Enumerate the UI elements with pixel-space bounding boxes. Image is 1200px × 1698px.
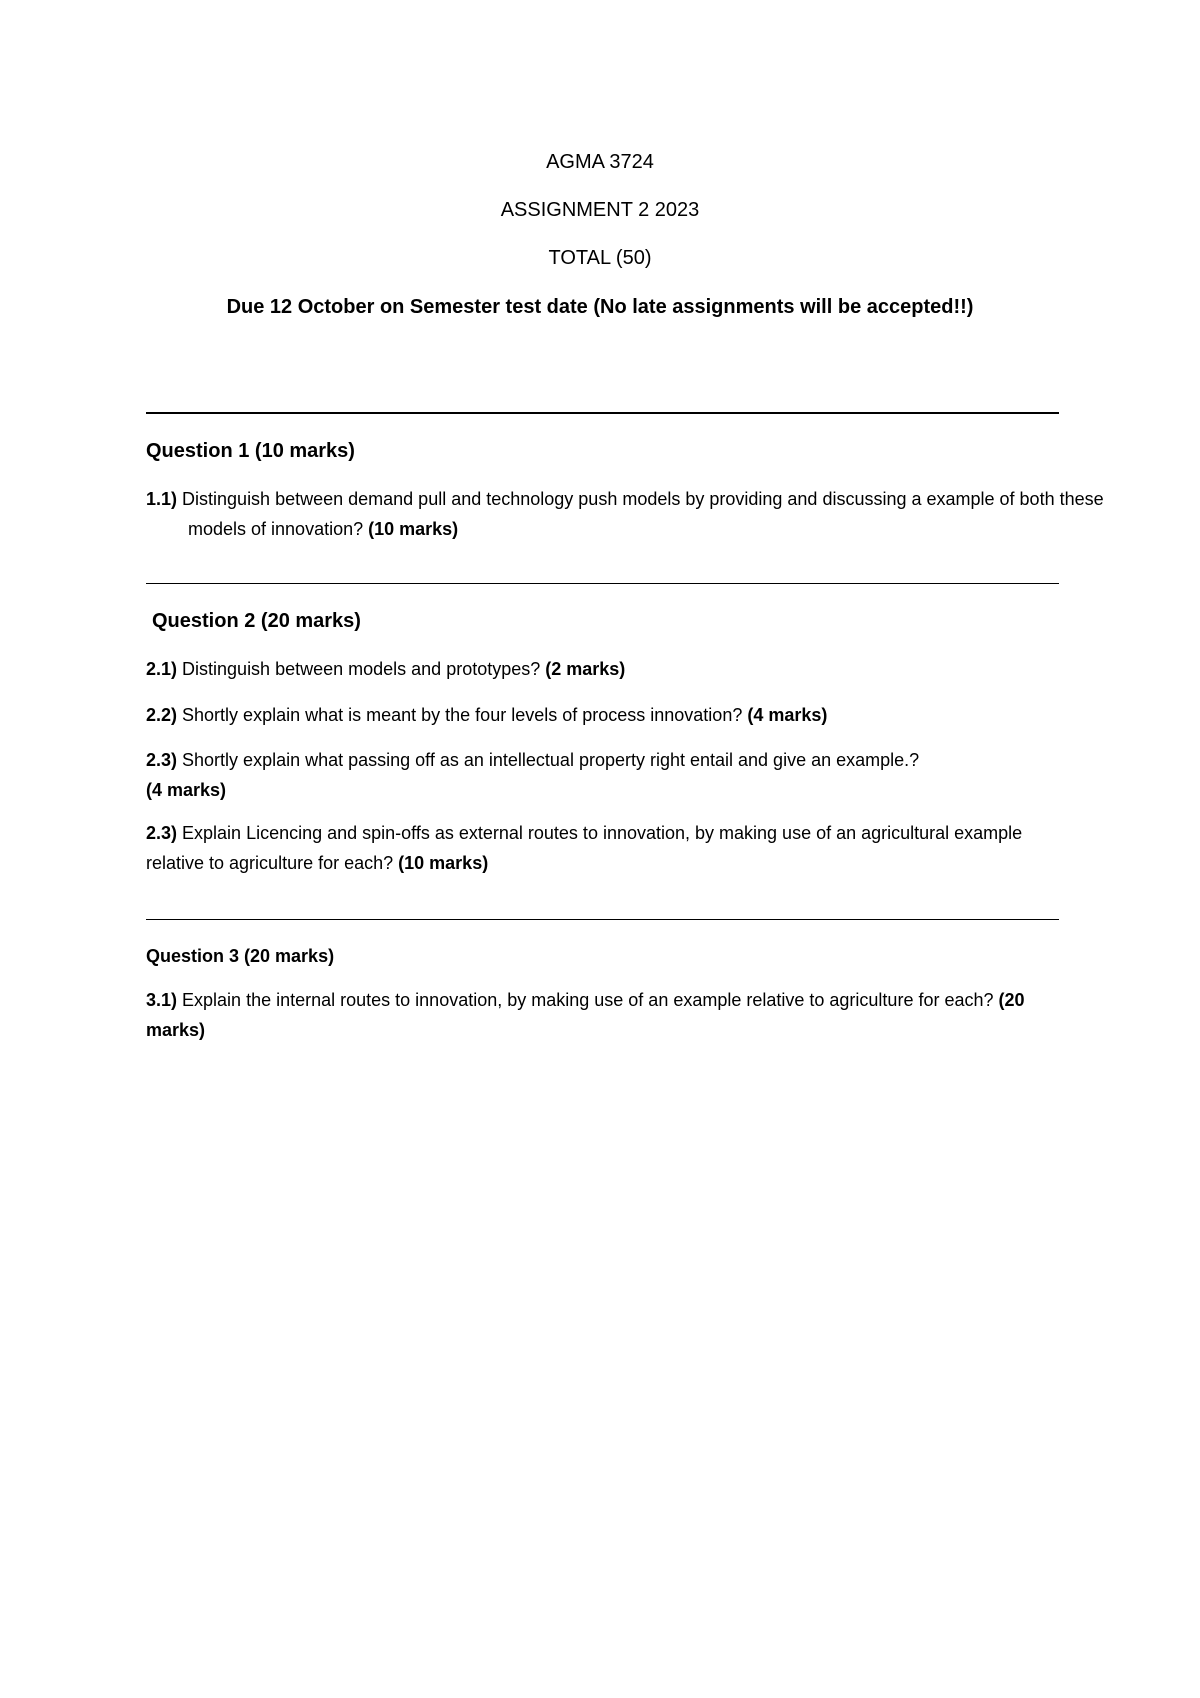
item-text: Distinguish between models and prototypes? [177, 659, 546, 679]
question-1-title: Question 1 (10 marks) [146, 440, 355, 462]
assignment-title: ASSIGNMENT 2 2023 [500, 199, 700, 221]
item-marks: (4 marks) [747, 705, 828, 725]
item-number: 2.1) [146, 659, 178, 679]
item-number: 2.3) [146, 750, 178, 770]
item-text: Shortly explain what is meant by the four levels of process innovation? [177, 705, 748, 725]
course-code: AGMA 3724 [546, 151, 654, 173]
divider [146, 583, 1059, 584]
question-item-2-1 [146, 654, 1066, 684]
question-item-3-1 [146, 985, 1066, 1045]
question-item-2-4 [146, 818, 1066, 878]
question-item-1-1 [146, 484, 1108, 544]
divider [146, 412, 1059, 414]
total-marks: TOTAL (50) [548, 247, 652, 269]
divider [146, 919, 1059, 920]
item-marks: (10 marks) [398, 853, 489, 873]
question-item-2-2 [146, 700, 1066, 730]
item-number: 2.2) [146, 705, 178, 725]
item-marks: (4 marks) [146, 780, 227, 800]
item-number: 2.3) [146, 823, 178, 843]
item-text: Explain Licencing and spin-offs as external routes to innovation, by making use of an agricultural example relative to agriculture for each? [146, 823, 1023, 873]
item-marks: (2 marks) [545, 659, 626, 679]
item-marks: (20 marks) [146, 990, 1025, 1040]
item-text: Explain the internal routes to innovation, by making use of an example relative to agriculture for each? [177, 990, 999, 1010]
item-number: 1.1) [146, 489, 178, 509]
item-marks: (10 marks) [368, 519, 459, 539]
question-item-2-3 [146, 745, 1066, 805]
due-date: Due 12 October on Semester test date (No late assignments will be accepted!!) [226, 296, 974, 318]
item-text: Distinguish between demand pull and technology push models by providing and discussing a example of both these models of innovation? [177, 489, 1104, 539]
item-text: Shortly explain what passing off as an intellectual property right entail and give an example.? [177, 750, 920, 770]
question-2-title: Question 2 (20 marks) [152, 610, 361, 632]
item-number: 3.1) [146, 990, 178, 1010]
question-3-title: Question 3 (20 marks) [146, 946, 335, 966]
